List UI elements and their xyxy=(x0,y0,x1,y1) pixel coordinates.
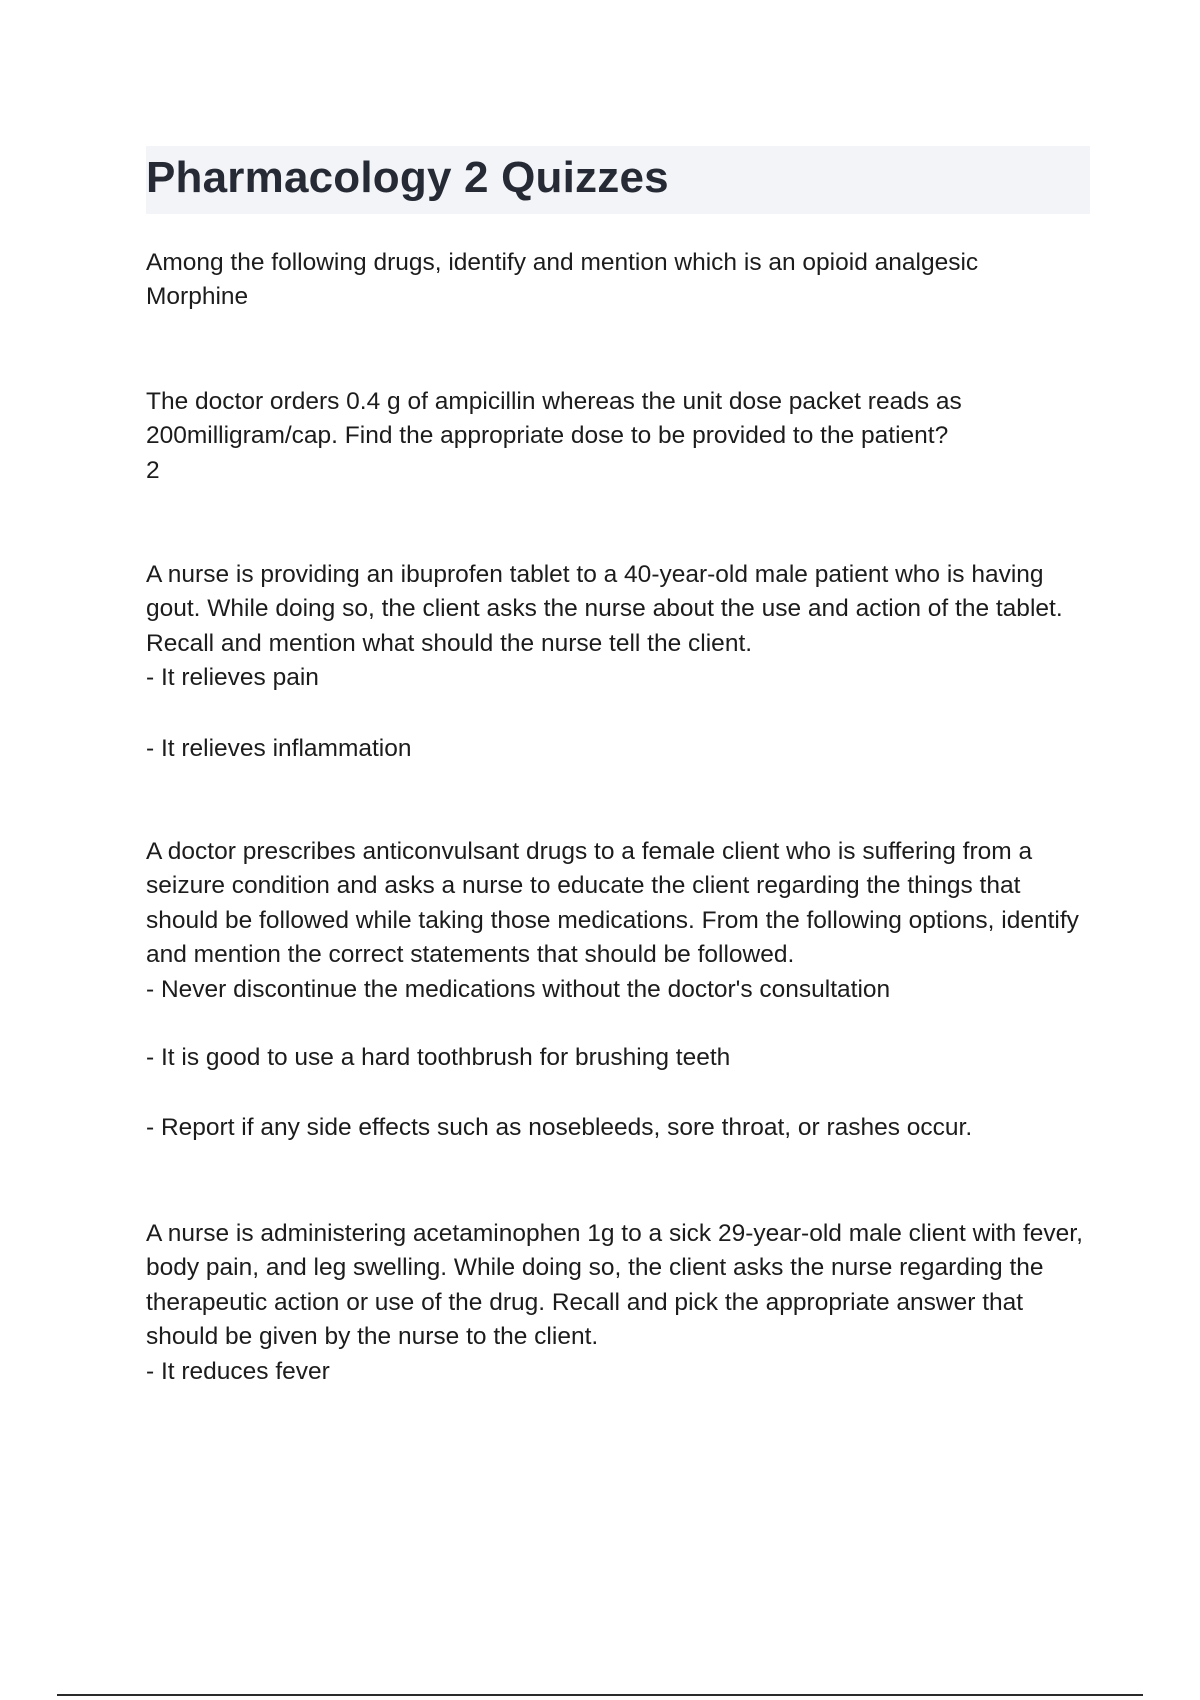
answer-text: - It relieves inflammation xyxy=(146,734,412,762)
answer-text: - Report if any side effects such as nosebleeds, sore throat, or rashes occur. xyxy=(146,1114,973,1142)
question-text: Among the following drugs, identify and mention which is an opioid analgesic xyxy=(146,249,979,276)
page-title: Pharmacology 2 Quizzes xyxy=(146,153,669,202)
answer-text: - Never discontinue the medications without the doctor's consultation xyxy=(146,975,891,1003)
qa-item-3 xyxy=(146,558,1096,766)
question-text: A nurse is providing an ibuprofen tablet to a 40-year-old male patient who is having gout. While doing so, the client asks the nurse about the use and action of the tablet. Recall and mention what should the nurse tell the client. xyxy=(146,561,1063,657)
qa-item-1 xyxy=(146,246,1096,315)
question-text: The doctor orders 0.4 g of ampicillin whereas the unit dose packet reads as 200milligram/cap. Find the appropriate dose to be provided to the patient? xyxy=(146,388,962,450)
qa-item-5 xyxy=(146,1217,1096,1389)
qa-item-4 xyxy=(146,835,1096,1146)
question-text: A nurse is administering acetaminophen 1g to a sick 29-year-old male client with fever, body pain, and leg swelling. While doing so, the client asks the nurse regarding the therapeutic action or use of the drug. Recall and pick the appropriate answer that should be given by the nurse to the client. xyxy=(146,1220,1083,1351)
answer-text: - It is good to use a hard toothbrush for brushing teeth xyxy=(146,1044,731,1072)
footer-divider xyxy=(57,1694,1143,1696)
answer-text: - It relieves pain xyxy=(146,664,319,692)
answer-text: Morphine xyxy=(146,283,249,311)
title-banner xyxy=(146,146,1090,214)
answer-text: 2 xyxy=(146,456,160,484)
qa-item-2 xyxy=(146,385,1096,488)
question-text: A doctor prescribes anticonvulsant drugs to a female client who is suffering from a seizure condition and asks a nurse to educate the client regarding the things that should be followed while taking those medications. From the following options, identify and mention the correct statements that should be followed. xyxy=(146,838,1079,969)
answer-text: - It reduces fever xyxy=(146,1357,330,1385)
